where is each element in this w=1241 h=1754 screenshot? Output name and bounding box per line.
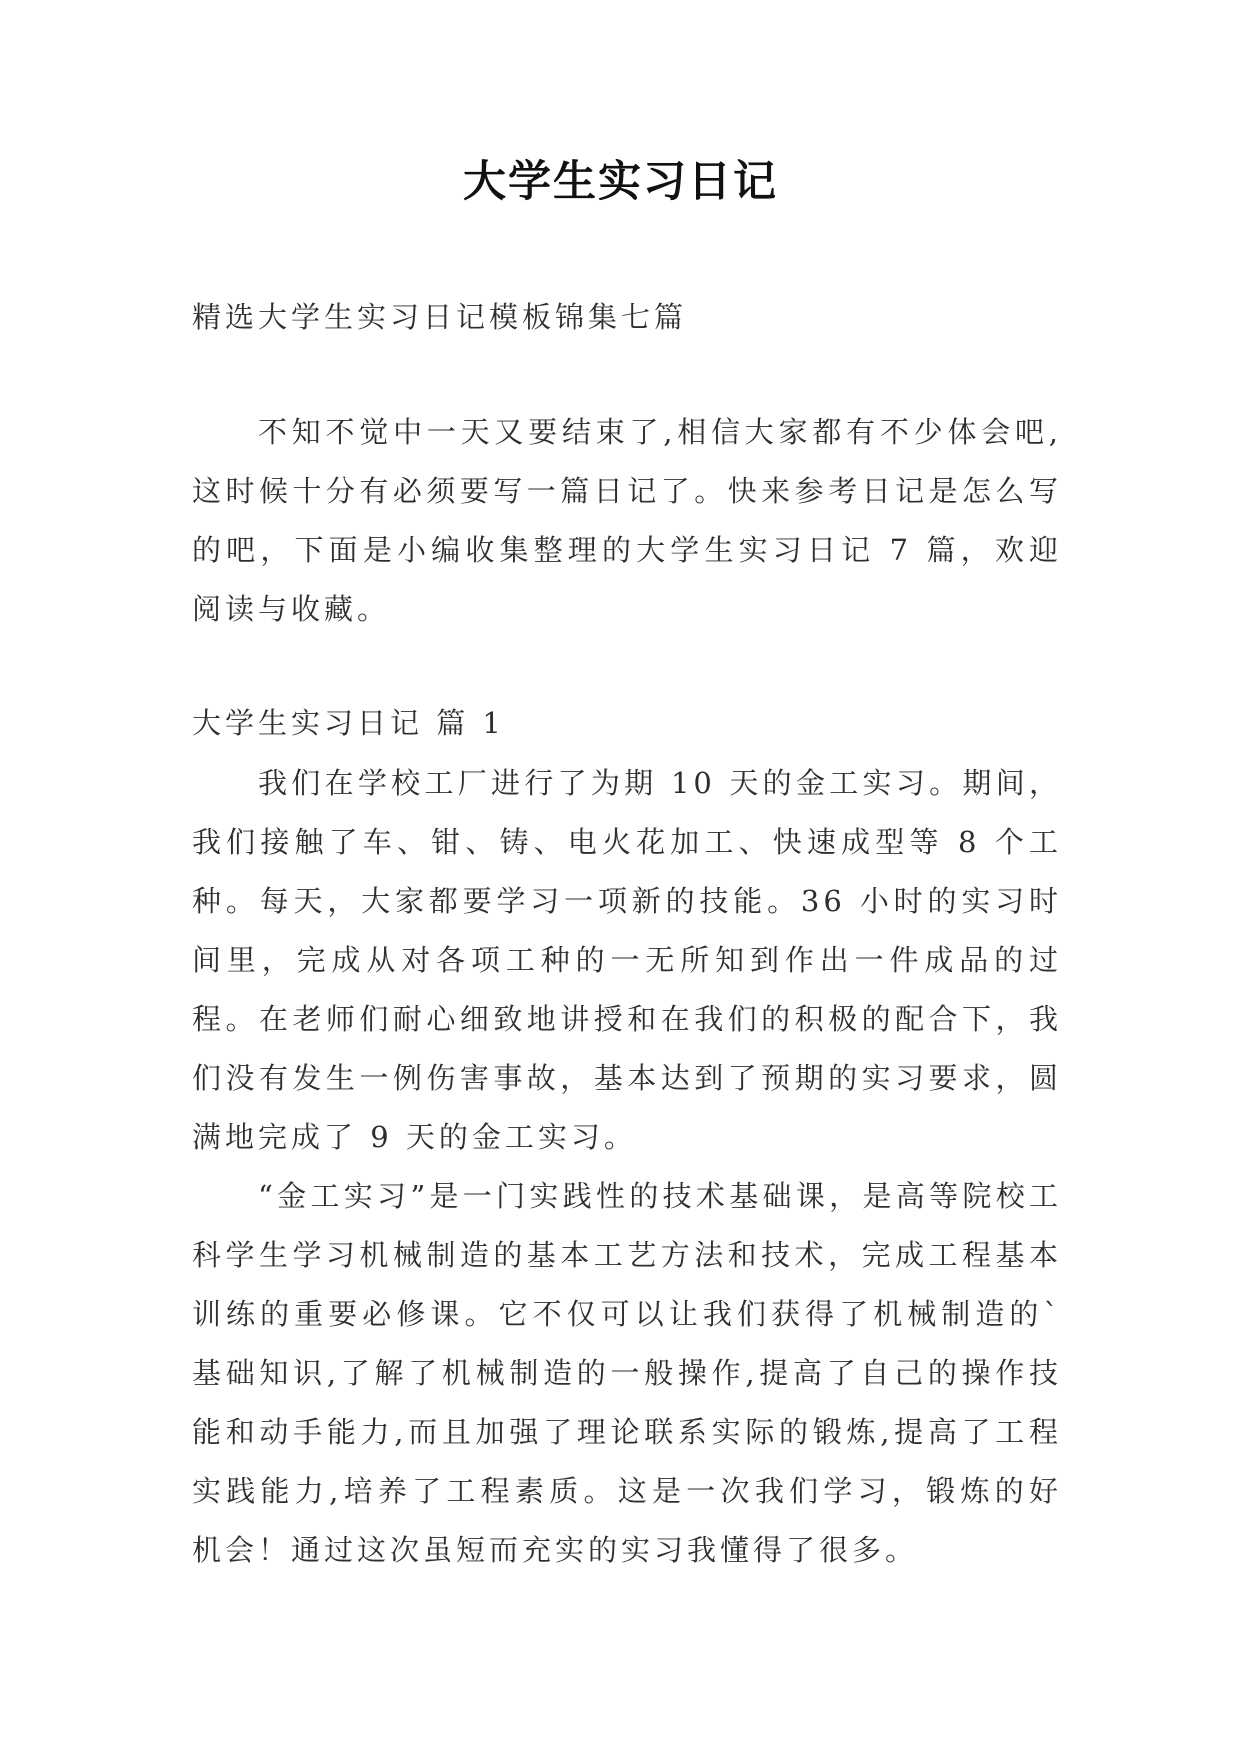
- body-paragraph-2: “金工实习”是一门实践性的技术基础课，是高等院校工科学生学习机械制造的基本工艺方法和技术，完成工程基本训练的重要必修课。它不仅可以让我们获得了机械制造的`基础知识,了解了机械制造的一般操作,提高了自己的操作技能和动手能力,而且加强了理论联系实际的锻炼,提高了工程实践能力,培养了工程素质。这是一次我们学习，锻炼的好机会！通过这次虽短而充实的实习我懂得了很多。: [192, 1179, 1062, 1567]
- body-paragraph-1: 我们在学校工厂进行了为期 10 天的金工实习。期间，我们接触了车、钳、铸、电火花加工、快速成型等 8 个工种。每天，大家都要学习一项新的技能。36 小时的实习时间里，完成从对各项工种的一无所知到作出一件成品的过程。在老师们耐心细致地讲授和在我们的积极的配合下，我们没有发生一例伤害事故，基本达到了预期的实习要求，圆满地完成了 9 天的金工实习。: [192, 766, 1062, 1154]
- document-subtitle: 精选大学生实习日记模板锦集七篇: [192, 300, 688, 334]
- document-title: 大学生实习日记: [463, 157, 778, 207]
- intro-paragraph: 不知不觉中一天又要结束了,相信大家都有不少体会吧,这时候十分有必须要写一篇日记了。快来参考日记是怎么写的吧，下面是小编收集整理的大学生实习日记 7 篇，欢迎阅读与收藏。: [192, 415, 1062, 626]
- section-heading: 大学生实习日记 篇 1: [192, 706, 505, 740]
